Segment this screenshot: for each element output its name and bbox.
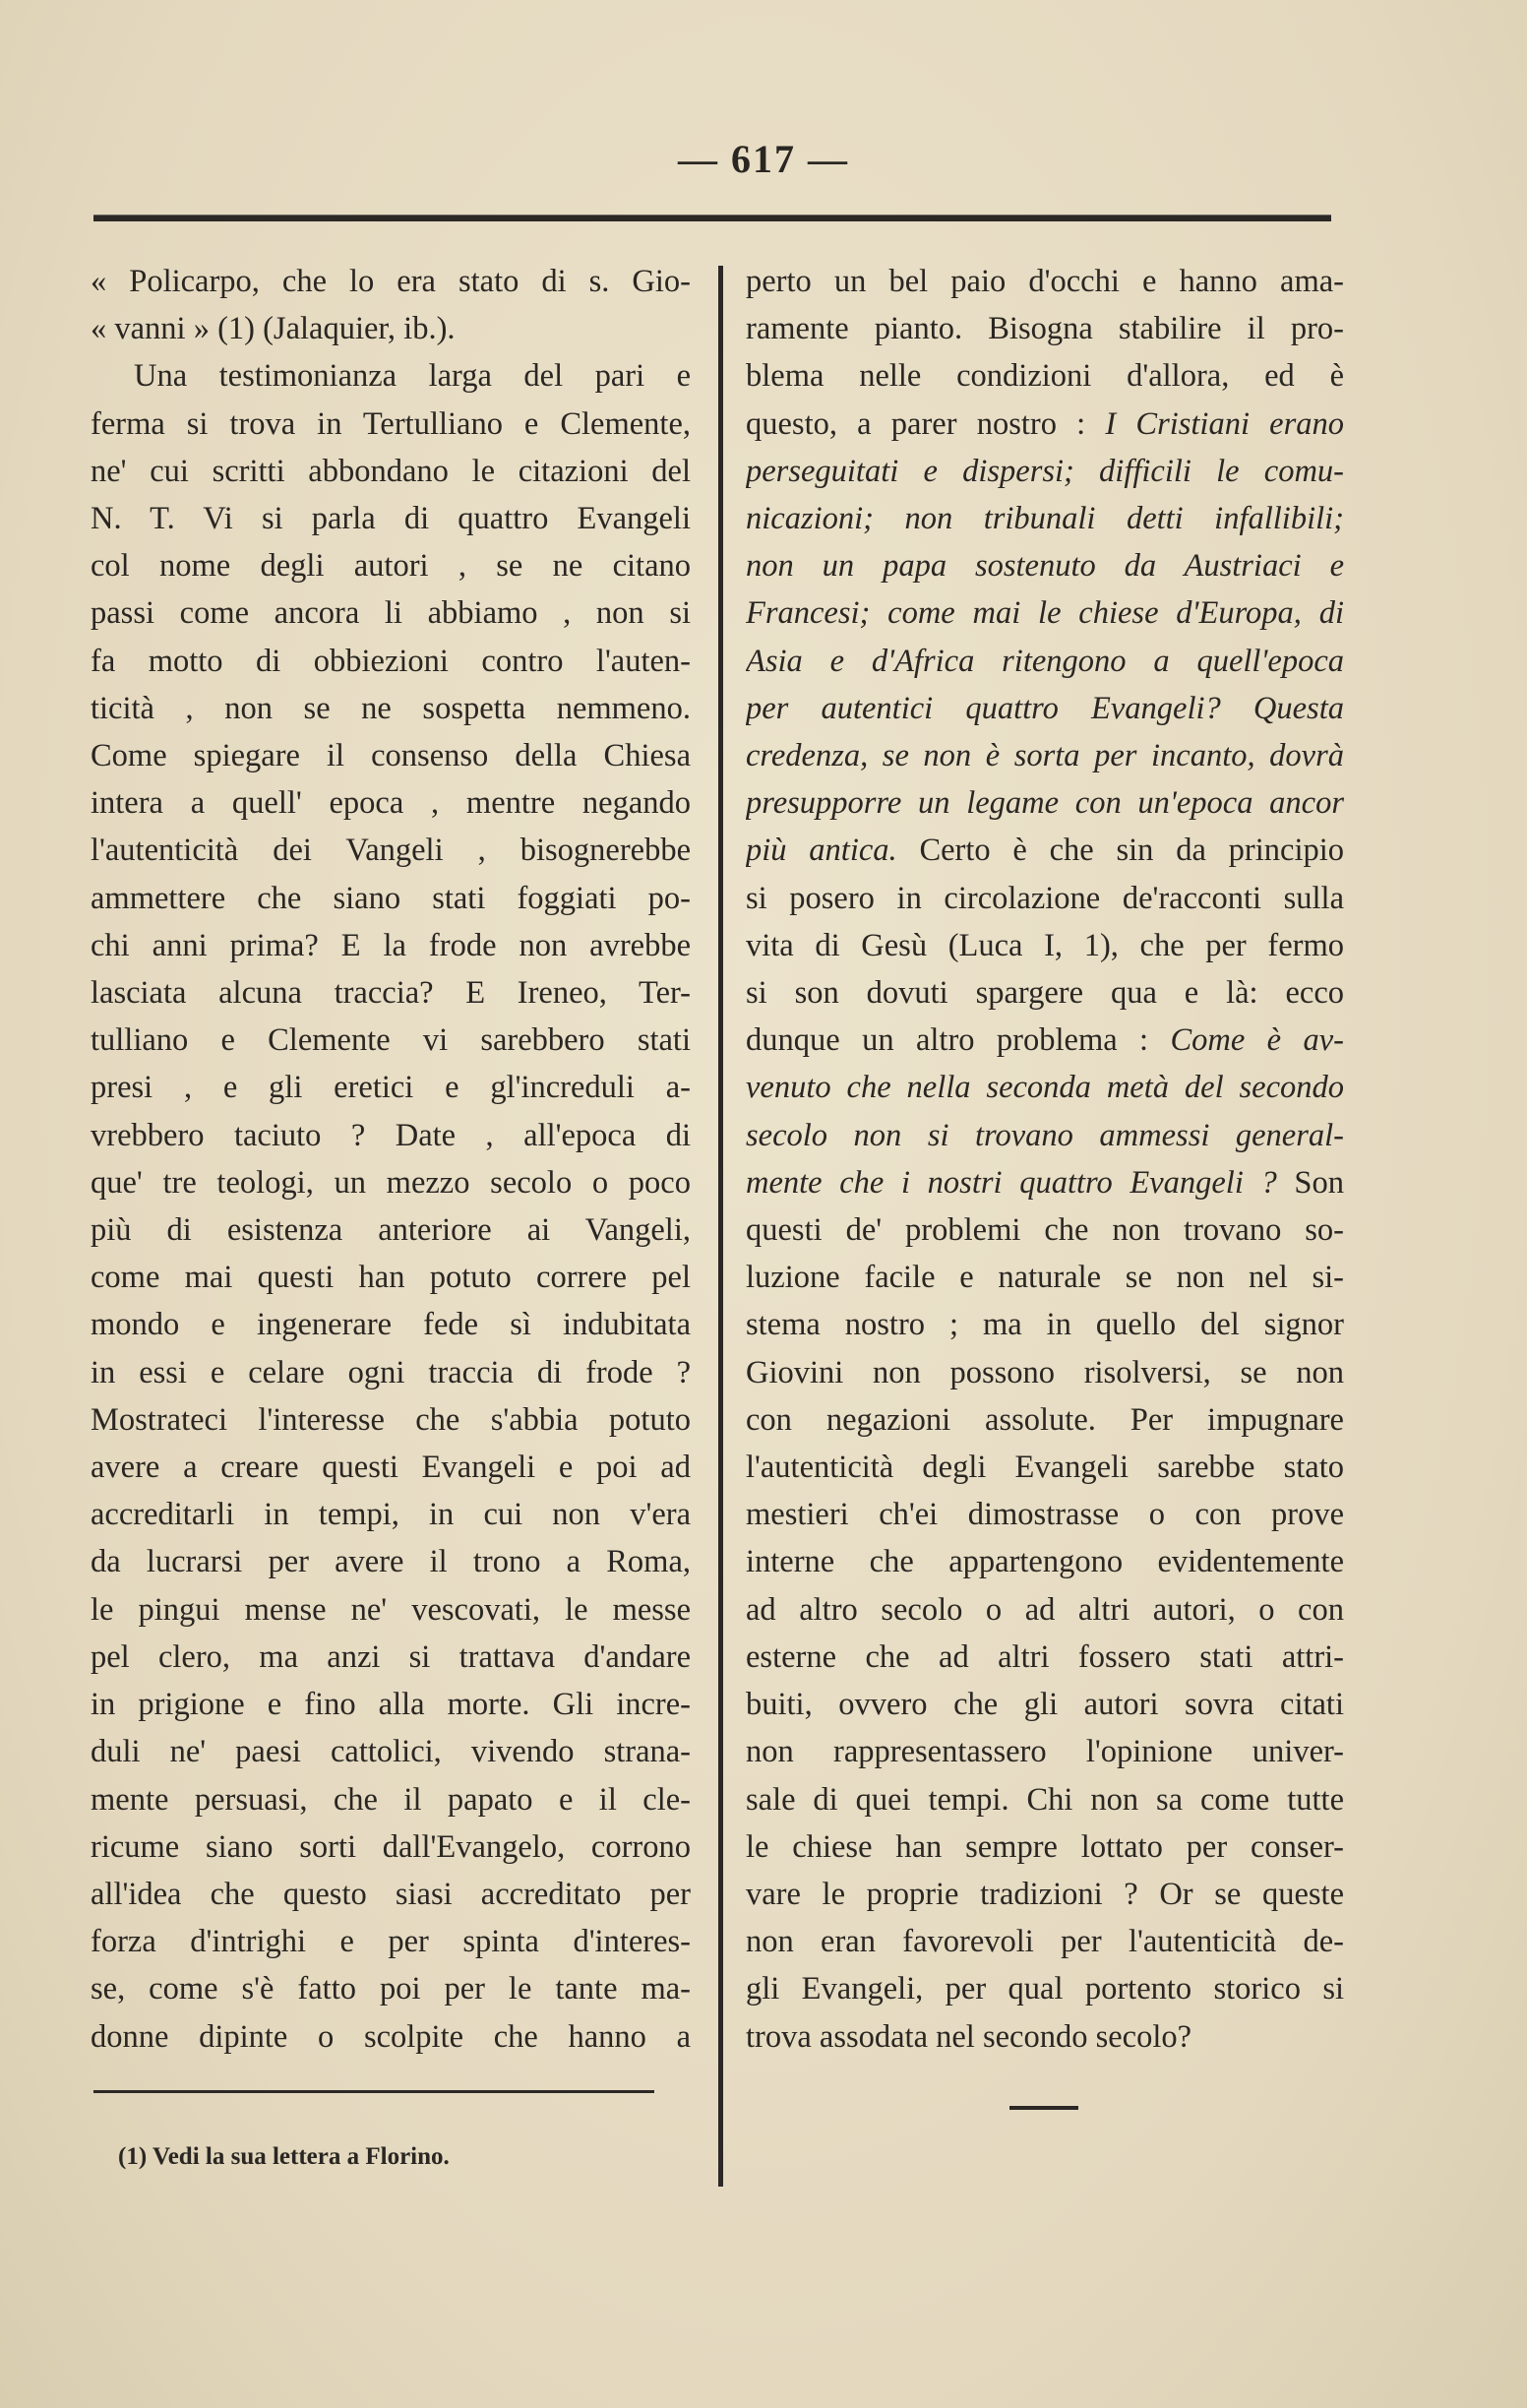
end-of-text-rule [1009,2106,1078,2110]
text-line [746,1112,1344,1159]
italic-segment: mente che i nostri quattro Evangeli ? [746,1164,1277,1201]
text-line: Mostrateci l'interesse che s'abbia potuto [91,1401,691,1438]
text-line [746,1349,1344,1396]
italic-segment: Francesi; come mai le chiese d'Europa, di [746,595,1344,632]
text-line [746,305,1344,352]
text-segment: buiti, ovvero che gli autori sovra citati [746,1687,1344,1723]
text-line: fa motto di obbiezioni contro l'auten- [91,643,691,679]
text-segment: trova assodata nel secondo secolo? [746,2018,1192,2055]
text-line: le pingui mense ne' vescovati, le messe [91,1591,691,1628]
italic-segment: nicazioni; non tribunali detti infallibili; [746,501,1344,537]
text-line: « Policarpo, che lo era stato di s. Gio- [91,264,691,299]
text-line: ferma si trova in Tertulliano e Clemente, [91,405,691,442]
right-column [746,258,1344,2061]
text-line [746,352,1344,400]
column-divider [718,266,723,2187]
text-line [746,1491,1344,1538]
text-line: pel clero, ma anzi si trattava d'andare [91,1638,691,1675]
text-line [746,1206,1344,1254]
text-line [746,922,1344,969]
text-line: da lucrarsi per avere il trono a Roma, [91,1544,691,1580]
text-line [746,1965,1344,2012]
italic-segment: per autentici quattro Evangeli? Questa [746,690,1344,726]
text-line: ticità , non se ne sospetta nemmeno. [91,690,691,726]
text-segment: non rappresentassero l'opinione univer- [746,1734,1344,1770]
text-line: mondo e ingenerare fede sì indubitata [91,1307,691,1343]
text-line: all'idea che questo siasi accreditato per [91,1876,691,1912]
text-segment: Giovini non possono risolversi, se non [746,1354,1344,1390]
left-column [91,258,691,2061]
text-segment: esterne che ad altri fossero stati attri- [746,1638,1344,1675]
text-line [746,1301,1344,1348]
text-segment: si posero in circolazione de'racconti sulla [746,880,1344,916]
text-line: forza d'intrighi e per spinta d'interes- [91,1924,691,1960]
text-segment: l'autenticità degli Evangeli sarebbe stato [746,1450,1344,1486]
text-segment: dunque un altro problema : [746,1022,1171,1059]
text-segment: con negazioni assolute. Per impugnare [746,1401,1344,1438]
text-line: presi , e gli eretici e gl'increduli a- [91,1070,691,1106]
text-segment: stema nostro ; ma in quello del signor [746,1307,1344,1343]
text-line: Una testimonianza larga del pari e [134,358,691,395]
text-line [746,1444,1344,1491]
text-segment: sale di quei tempi. Chi non sa come tutte [746,1781,1344,1818]
text-segment: blema nelle condizioni d'allora, ed è [746,358,1344,395]
italic-segment: Asia e d'Africa ritengono a quell'epoca [746,643,1344,679]
text-line [746,1728,1344,1775]
text-line [746,779,1344,827]
text-line [746,1776,1344,1823]
text-line [746,2013,1344,2061]
text-line [746,1254,1344,1301]
text-line: l'autenticità dei Vangeli , bisognerebbe [91,833,691,869]
text-segment: perto un bel paio d'occhi e hanno ama- [746,264,1344,299]
text-line: col nome degli autori , se ne citano [91,548,691,585]
text-line: lasciata alcuna traccia? E Ireneo, Ter- [91,975,691,1012]
text-line: in prigione e fino alla morte. Gli incre- [91,1687,691,1723]
page-number: — 617 — [678,137,849,181]
text-line [746,875,1344,922]
italic-segment: Come è av- [1170,1022,1344,1059]
text-line: passi come ancora li abbiamo , non si [91,595,691,632]
text-segment: gli Evangeli, per qual portento storico si [746,1971,1344,2007]
text-line: intera a quell' epoca , mentre negando [91,785,691,822]
text-segment: Son [1276,1164,1344,1201]
text-line: accreditarli in tempi, in cui non v'era [91,1497,691,1533]
text-line [746,827,1344,874]
text-line [746,1064,1344,1111]
text-line: chi anni prima? E la frode non avrebbe [91,927,691,963]
italic-segment: secolo non si trovano ammessi general- [746,1117,1344,1153]
italic-segment: I Cristiani erano [1105,405,1344,442]
text-line: « vanni » (1) (Jalaquier, ib.). [91,311,456,347]
text-line: ricume siano sorti dall'Evangelo, corrono [91,1828,691,1865]
text-line [746,542,1344,589]
text-line [746,401,1344,448]
text-segment: le chiese han sempre lottato per conser- [746,1828,1344,1865]
text-line: N. T. Vi si parla di quattro Evangeli [91,501,691,537]
text-line: se, come s'è fatto poi per le tante ma- [91,1971,691,2007]
text-line [746,448,1344,495]
text-segment: questo, a parer nostro : [746,405,1106,442]
text-line: in essi e celare ogni traccia di frode ? [91,1354,691,1390]
text-line [746,1634,1344,1681]
text-segment: questi de' problemi che non trovano so- [746,1212,1344,1249]
text-line [746,685,1344,732]
text-line [746,258,1344,305]
text-line [746,1538,1344,1585]
text-line [746,1159,1344,1206]
text-line [746,1681,1344,1728]
text-segment: Certo è che sin da principio [896,833,1344,869]
text-line [746,1017,1344,1064]
italic-segment: venuto che nella seconda metà del secondo [746,1070,1344,1106]
footnote: (1) Vedi la sua lettera a Florino. [118,2143,450,2170]
text-segment: ad altro secolo o ad altri autori, o con [746,1591,1344,1628]
text-segment: vita di Gesù (Luca I, 1), che per fermo [746,927,1344,963]
text-segment: ramente pianto. Bisogna stabilire il pro- [746,311,1344,347]
text-line: donne dipinte o scolpite che hanno a [91,2018,691,2055]
header-rule [93,215,1331,221]
text-line: ammettere che siano stati foggiati po- [91,880,691,916]
text-line: duli ne' paesi cattolici, vivendo strana- [91,1734,691,1770]
text-line: tulliano e Clemente vi sarebbero stati [91,1022,691,1059]
text-line [746,732,1344,779]
text-line: mente persuasi, che il papato e il cle- [91,1781,691,1818]
text-line: come mai questi han potuto correre pel [91,1260,691,1296]
text-line [746,1396,1344,1444]
text-line: più di esistenza anteriore ai Vangeli, [91,1212,691,1249]
italic-segment: credenza, se non è sorta per incanto, dovrà [746,738,1344,774]
text-line: avere a creare questi Evangeli e poi ad [91,1450,691,1486]
text-segment: mestieri ch'ei dimostrasse o con prove [746,1497,1344,1533]
text-segment: vare le proprie tradizioni ? Or se queste [746,1876,1344,1912]
text-line [746,1823,1344,1871]
italic-segment: più antica. [746,833,897,869]
footnote-rule [93,2090,654,2093]
text-line: vrebbero taciuto ? Date , all'epoca di [91,1117,691,1153]
text-line: Come spiegare il consenso della Chiesa [91,738,691,774]
text-line [746,969,1344,1017]
text-line [746,638,1344,685]
text-line: que' tre teologi, un mezzo secolo o poco [91,1164,691,1201]
text-segment: si son dovuti spargere qua e là: ecco [746,975,1344,1012]
text-line [746,495,1344,542]
text-line [746,1871,1344,1918]
text-line [746,589,1344,637]
text-line: ne' cui scritti abbondano le citazioni del [91,453,691,489]
italic-segment: non un papa sostenuto da Austriaci e [746,548,1344,585]
italic-segment: presupporre un legame con un'epoca ancor [746,785,1344,822]
text-line [746,1586,1344,1634]
text-segment: non eran favorevoli per l'autenticità de- [746,1924,1344,1960]
text-segment: interne che appartengono evidentemente [746,1544,1344,1580]
text-line [746,1918,1344,1965]
italic-segment: perseguitati e dispersi; difficili le comu- [746,453,1344,489]
text-segment: luzione facile e naturale se non nel si- [746,1260,1344,1296]
